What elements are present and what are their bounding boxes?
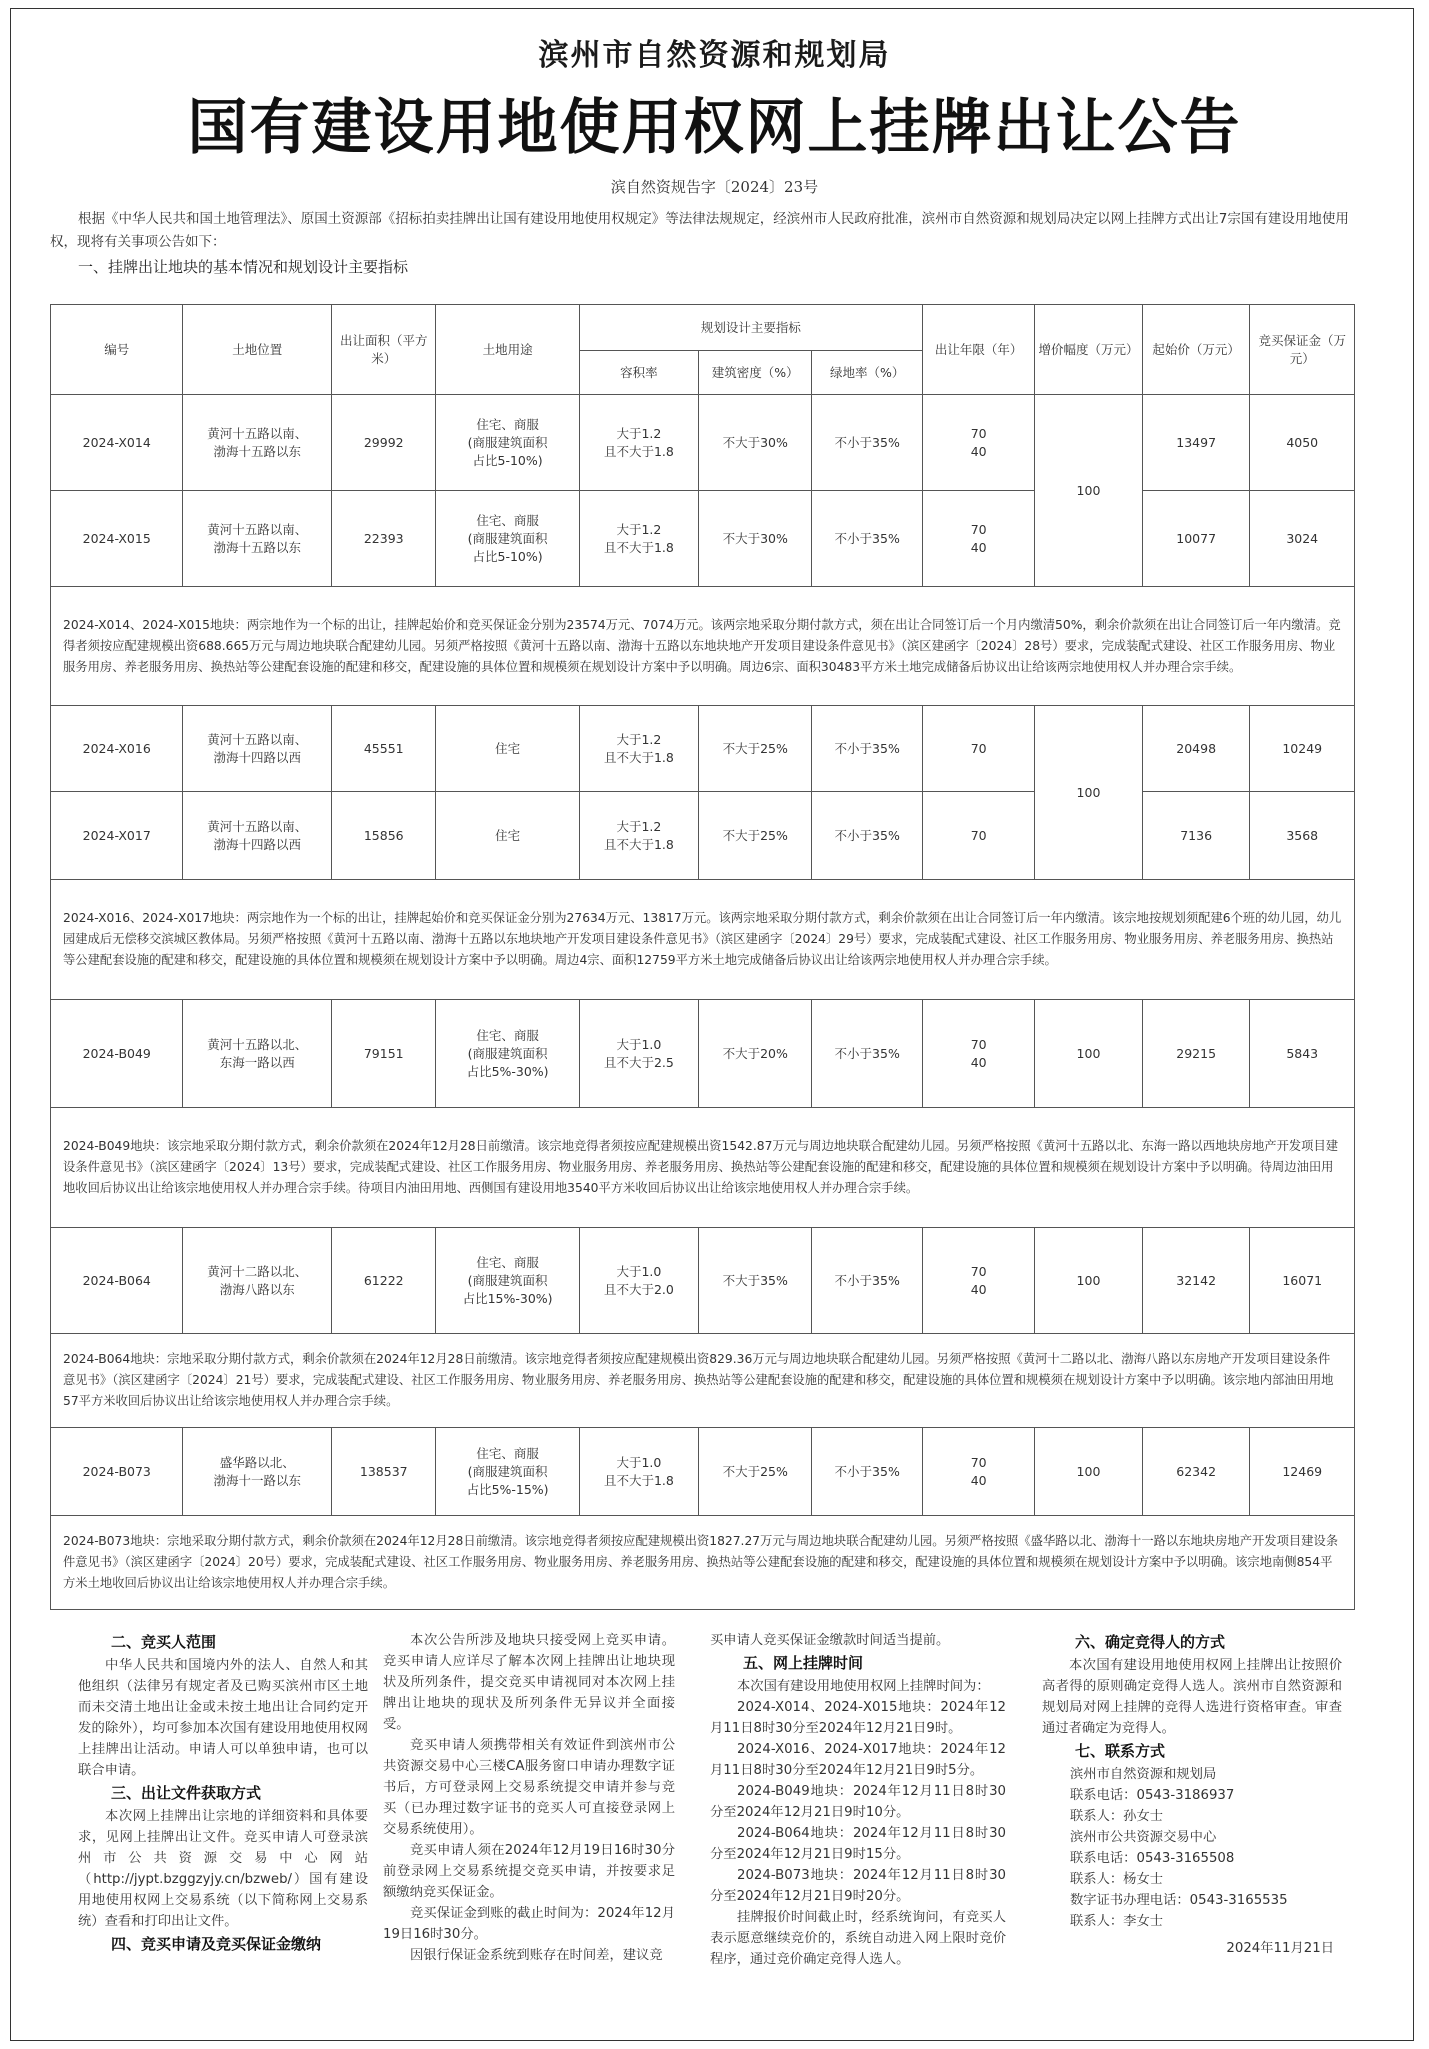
col-header-density: 建筑密度（%）	[699, 351, 812, 395]
section-6-title: 六、确定竞得人的方式	[1075, 1633, 1226, 1651]
cell-use: 住宅	[436, 706, 579, 792]
col-header-use: 土地用途	[436, 305, 579, 395]
column-2	[383, 1630, 675, 1966]
section-3-title: 三、出让文件获取方式	[111, 1784, 262, 1802]
cell-no: 2024-X015	[51, 491, 183, 587]
parcel-note: 2024-B073地块：宗地采取分期付款方式，剩余价款须在2024年12月28日前缴清。该宗地竞得者须按应配建规模出资1827.27万元与周边地块联合配建幼儿园。另须严格按照《盛华路以北、渤海十一路以东地块房地产开发项目建设条件意见书》（滨区建函字〔2024〕20号）要求，完成装配式建设、社区工作服务用房、物业服务用房、养老服务用房、换热站等公建配套设施的配建和移交，配建设施的具体位置和规模须在规划设计方案中予以明确。该宗地南侧854平方米土地收回后协议出让给该宗地使用权人并办理合宗手续。	[51, 1516, 1355, 1610]
col-header-no: 编号	[51, 305, 183, 395]
cell-location: 盛华路以北、 渤海十一路以东	[183, 1428, 332, 1516]
col2-para: 因银行保证金系统到账存在时间差，建议竞	[410, 1948, 663, 1963]
cell-no: 2024-B064	[51, 1228, 183, 1334]
cell-density: 不大于30%	[699, 395, 812, 491]
cell-years: 70	[923, 792, 1035, 880]
contact-person: 联系人：孙女士	[1070, 1809, 1164, 1824]
col3-para: 本次国有建设用地使用权网上挂牌时间为：	[737, 1679, 990, 1694]
cell-density: 不大于25%	[699, 792, 812, 880]
col-header-years: 出让年限（年）	[923, 305, 1035, 395]
cell-far: 大于1.0 且不大于2.5	[579, 1000, 699, 1108]
section-2-title: 二、竞买人范围	[111, 1633, 217, 1651]
col2-para: 竞买申请人须携带相关有效证件到滨州市公共资源交易中心三楼CA服务窗口申请办理数字证书后，方可登录网上交易系统提交申请并参与竞买（已办理过数字证书的竞买人可直接登录网上交易系统使用）。	[383, 1738, 675, 1837]
contact-org: 滨州市公共资源交易中心	[1070, 1830, 1217, 1845]
cell-years: 70 40	[923, 491, 1035, 587]
cell-far: 大于1.2 且不大于1.8	[579, 395, 699, 491]
cell-use: 住宅、商服 (商服建筑面积 占比5%-30%)	[436, 1000, 579, 1108]
cell-area: 45551	[332, 706, 436, 792]
cell-area: 15856	[332, 792, 436, 880]
parcel-table	[50, 304, 1355, 1610]
col-header-increment: 增价幅度（万元）	[1035, 305, 1143, 395]
publish-date: 2024年11月21日	[1226, 1941, 1334, 1956]
table-row	[51, 792, 1355, 880]
cell-far: 大于1.0 且不大于2.0	[579, 1228, 699, 1334]
cell-use: 住宅、商服 (商服建筑面积 占比15%-30%)	[436, 1228, 579, 1334]
section-4-title: 四、竞买申请及竞买保证金缴纳	[111, 1935, 322, 1953]
cell-use: 住宅、商服 (商服建筑面积 占比5%-15%)	[436, 1428, 579, 1516]
section-6-text: 本次国有建设用地使用权网上挂牌出让按照价高者得的原则确定竞得人选人。滨州市自然资源和规划局对网上挂牌的竞得人选进行资格审查。审查通过者确定为竞得人。	[1042, 1658, 1342, 1736]
col3-para: 买申请人竞买保证金缴款时间适当提前。	[710, 1633, 950, 1648]
cell-price: 10077	[1142, 491, 1250, 587]
cell-green: 不小于35%	[812, 1228, 923, 1334]
section-2-text: 中华人民共和国境内外的法人、自然人和其他组织（法律另有规定者及已购买滨州市区土地而未交清土地出让金或未按土地出让合同约定开发的除外），均可参加本次国有建设用地使用权网上挂牌出让活动。申请人可以单独申请，也可以联合申请。	[78, 1658, 368, 1778]
cell-area: 22393	[332, 491, 436, 587]
contact-phone: 联系电话：0543-3186937	[1070, 1788, 1235, 1803]
cell-area: 138537	[332, 1428, 436, 1516]
cell-far: 大于1.2 且不大于1.8	[579, 706, 699, 792]
col2-para: 竞买保证金到账的截止时间为：2024年12月19日16时30分。	[383, 1906, 675, 1942]
cell-far: 大于1.2 且不大于1.8	[579, 792, 699, 880]
cell-location: 黄河十五路以南、 渤海十四路以西	[183, 792, 332, 880]
cell-deposit: 3024	[1250, 491, 1355, 587]
parcel-note: 2024-X016、2024-X017地块：两宗地作为一个标的出让，挂牌起始价和竞买保证金分别为27634万元、13817万元。该两宗地采取分期付款方式，剩余价款须在出让合同签订后一年内缴清。该宗地按规划须配建6个班的幼儿园，幼儿园建成后无偿移交滨城区教体局。另须严格按照《黄河十五路以南、渤海十五路以东地块地产开发项目建设条件意见书》（滨区建函字〔2024〕29号）要求，完成装配式建设、社区工作服务用房、物业服务用房、养老服务用房、换热站等公建配套设施的配建和移交，配建设施的具体位置和规模须在规划设计方案中予以明确。周边4宗、面积12759平方米土地完成储备后协议出让给该两宗地使用权人并办理合宗手续。	[51, 880, 1355, 1000]
schedule-item: 2024-B073地块：2024年12月11日8时30分至2024年12月21日9时20分。	[710, 1868, 1006, 1904]
cell-deposit: 12469	[1250, 1428, 1355, 1516]
cell-area: 29992	[332, 395, 436, 491]
cell-location: 黄河十五路以南、 渤海十五路以东	[183, 395, 332, 491]
contact-person: 联系人：李女士	[1070, 1914, 1164, 1929]
bottom-columns	[50, 1630, 1355, 2030]
cell-increment: 100	[1035, 706, 1143, 880]
cell-use: 住宅	[436, 792, 579, 880]
cell-years: 70 40	[923, 1428, 1035, 1516]
table-row	[51, 491, 1355, 587]
cell-years: 70 40	[923, 1000, 1035, 1108]
cell-area: 79151	[332, 1000, 436, 1108]
cell-no: 2024-X014	[51, 395, 183, 491]
cell-deposit: 4050	[1250, 395, 1355, 491]
cell-green: 不小于35%	[812, 491, 923, 587]
cell-increment: 100	[1035, 1000, 1143, 1108]
contact-person: 联系人：杨女士	[1070, 1872, 1164, 1887]
column-4	[1042, 1630, 1342, 1959]
column-1	[78, 1630, 368, 1957]
parcel-note: 2024-X014、2024-X015地块：两宗地作为一个标的出让，挂牌起始价和竞买保证金分别为23574万元、7074万元。该两宗地采取分期付款方式，须在出让合同签订后一个月内缴清50%，剩余价款须在出让合同签订后一年内缴清。竞得者须按应配建规模出资688.665万元与周边地块联合配建幼儿园。另须严格按照《黄河十五路以南、渤海十五路以东地块地产开发项目建设条件意见书》（滨区建函字〔2024〕28号）要求，完成装配式建设、社区工作服务用房、物业服务用房、养老服务用房、换热站等公建配套设施的配建和移交，配建设施的具体位置和规模须在规划设计方案中予以明确。周边6宗、面积30483平方米土地完成储备后协议出让给该两宗地使用权人并办理合宗手续。	[51, 587, 1355, 706]
cell-deposit: 10249	[1250, 706, 1355, 792]
table-row	[51, 1228, 1355, 1334]
cell-location: 黄河十二路以北、 渤海八路以东	[183, 1228, 332, 1334]
col-header-plan: 规划设计主要指标	[579, 305, 922, 351]
schedule-item: 2024-X016、2024-X017地块：2024年12月11日8时30分至2024年12月21日9时5分。	[710, 1742, 1006, 1778]
section-1-title: 一、挂牌出让地块的基本情况和规划设计主要指标	[78, 258, 409, 276]
table-row	[51, 395, 1355, 491]
cell-years: 70 40	[923, 1228, 1035, 1334]
cell-price: 32142	[1142, 1228, 1250, 1334]
cell-density: 不大于30%	[699, 491, 812, 587]
col-header-area: 出让面积（平方米）	[332, 305, 436, 395]
col3-para: 挂牌报价时间截止时，经系统询问，有竞买人表示愿意继续竞价的，系统自动进入网上限时竞价程序，通过竞价确定竞得人选人。	[710, 1910, 1006, 1967]
cell-increment: 100	[1035, 1428, 1143, 1516]
cell-far: 大于1.2 且不大于1.8	[579, 491, 699, 587]
table-row	[51, 706, 1355, 792]
cell-no: 2024-B073	[51, 1428, 183, 1516]
document-number: 滨自然资规告字〔2024〕23号	[610, 178, 819, 196]
cell-density: 不大于25%	[699, 706, 812, 792]
note-row	[51, 587, 1355, 706]
cell-no: 2024-X017	[51, 792, 183, 880]
schedule-item: 2024-B064地块：2024年12月11日8时30分至2024年12月21日9时15分。	[710, 1826, 1006, 1862]
cell-far: 大于1.0 且不大于1.8	[579, 1428, 699, 1516]
col-header-start-price: 起始价（万元）	[1142, 305, 1250, 395]
cell-price: 7136	[1142, 792, 1250, 880]
col-header-far: 容积率	[579, 351, 699, 395]
cell-area: 61222	[332, 1228, 436, 1334]
parcel-note: 2024-B049地块：该宗地采取分期付款方式，剩余价款须在2024年12月28日前缴清。该宗地竞得者须按应配建规模出资1542.87万元与周边地块联合配建幼儿园。另须严格按照《黄河十五路以北、东海一路以西地块房地产开发项目建设条件意见书》（滨区建函字〔2024〕13号）要求，完成装配式建设、社区工作服务用房、物业服务用房、养老服务用房、换热站等公建配套设施的配建和移交，配建设施的具体位置和规模须在规划设计方案中予以明确。待周边油田用地收回后协议出让给该宗地使用权人并办理合宗手续。待项目内油田用地、西侧国有建设用地3540平方米收回后协议出让给该宗地使用权人并办理合宗手续。	[51, 1108, 1355, 1228]
cell-green: 不小于35%	[812, 792, 923, 880]
cell-green: 不小于35%	[812, 706, 923, 792]
cell-no: 2024-B049	[51, 1000, 183, 1108]
intro-paragraph: 根据《中华人民共和国土地管理法》、原国土资源部《招标拍卖挂牌出让国有建设用地使用权规定》等法律法规规定，经滨州市人民政府批准，滨州市自然资源和规划局决定以网上挂牌方式出让7宗国有建设用地使用权，现将有关事项公告如下：	[50, 211, 1349, 250]
cell-density: 不大于35%	[699, 1228, 812, 1334]
section-3-text: 本次网上挂牌出让宗地的详细资料和具体要求，见网上挂牌出让文件。竞买申请人可登录滨州市公共资源交易中心网站（http://jypt.bzggzyjy.cn/bzweb/）国有建设用地使用权网上交易系统（以下简称网上交易系统）查看和打印出让文件。	[78, 1809, 368, 1929]
cell-green: 不小于35%	[812, 1428, 923, 1516]
schedule-item: 2024-B049地块：2024年12月11日8时30分至2024年12月21日9时10分。	[710, 1784, 1006, 1820]
cell-years: 70	[923, 706, 1035, 792]
col-header-location: 土地位置	[183, 305, 332, 395]
cell-price: 29215	[1142, 1000, 1250, 1108]
cell-use: 住宅、商服 (商服建筑面积 占比5-10%)	[436, 395, 579, 491]
note-row	[51, 880, 1355, 1000]
cell-density: 不大于20%	[699, 1000, 812, 1108]
col-header-green: 绿地率（%）	[812, 351, 923, 395]
cell-price: 13497	[1142, 395, 1250, 491]
cell-deposit: 3568	[1250, 792, 1355, 880]
cell-use: 住宅、商服 (商服建筑面积 占比5-10%)	[436, 491, 579, 587]
parcel-note: 2024-B064地块：宗地采取分期付款方式，剩余价款须在2024年12月28日前缴清。该宗地竞得者须按应配建规模出资829.36万元与周边地块联合配建幼儿园。另须严格按照《黄河十二路以北、渤海八路以东房地产开发项目建设条件意见书》（滨区建函字〔2024〕21号）要求，完成装配式建设、社区工作服务用房、物业服务用房、养老服务用房、换热站等公建配套设施的配建和移交，配建设施的具体位置和规模须在规划设计方案中予以明确。该宗地内部油田用地57平方米收回后协议出让给该宗地使用权人并办理合宗手续。	[51, 1334, 1355, 1428]
cell-years: 70 40	[923, 395, 1035, 491]
cell-increment: 100	[1035, 1228, 1143, 1334]
cell-deposit: 5843	[1250, 1000, 1355, 1108]
column-3	[710, 1630, 1006, 1970]
table-row	[51, 1428, 1355, 1516]
issuer-name: 滨州市自然资源和规划局	[538, 38, 891, 73]
section-7-title: 七、联系方式	[1075, 1742, 1166, 1760]
contact-phone: 数字证书办理电话：0543-3165535	[1070, 1893, 1288, 1908]
page-title: 国有建设用地使用权网上挂牌出让公告	[187, 93, 1242, 163]
cell-increment: 100	[1035, 395, 1143, 587]
note-row	[51, 1334, 1355, 1428]
header	[0, 30, 1429, 197]
cell-density: 不大于25%	[699, 1428, 812, 1516]
cell-green: 不小于35%	[812, 1000, 923, 1108]
note-row	[51, 1516, 1355, 1610]
cell-price: 62342	[1142, 1428, 1250, 1516]
contact-org: 滨州市自然资源和规划局	[1070, 1767, 1217, 1782]
section-5-title: 五、网上挂牌时间	[743, 1654, 864, 1672]
contact-phone: 联系电话：0543-3165508	[1070, 1851, 1235, 1866]
cell-location: 黄河十五路以南、 渤海十四路以西	[183, 706, 332, 792]
cell-location: 黄河十五路以北、 东海一路以西	[183, 1000, 332, 1108]
cell-price: 20498	[1142, 706, 1250, 792]
col2-para: 竞买申请人须在2024年12月19日16时30分前登录网上交易系统提交竞买申请，并按要求足额缴纳竞买保证金。	[383, 1843, 675, 1900]
col-header-deposit: 竞买保证金（万元）	[1250, 305, 1355, 395]
schedule-item: 2024-X014、2024-X015地块：2024年12月11日8时30分至2024年12月21日9时。	[710, 1700, 1006, 1736]
cell-location: 黄河十五路以南、 渤海十五路以东	[183, 491, 332, 587]
col2-para: 本次公告所涉及地块只接受网上竞买申请。竞买申请人应详尽了解本次网上挂牌出让地块现状及所列条件，提交竞买申请视同对本次网上挂牌出让地块的现状及所列条件无异议并全面接受。	[383, 1633, 675, 1732]
cell-no: 2024-X016	[51, 706, 183, 792]
table-row	[51, 1000, 1355, 1108]
cell-green: 不小于35%	[812, 395, 923, 491]
cell-deposit: 16071	[1250, 1228, 1355, 1334]
note-row	[51, 1108, 1355, 1228]
